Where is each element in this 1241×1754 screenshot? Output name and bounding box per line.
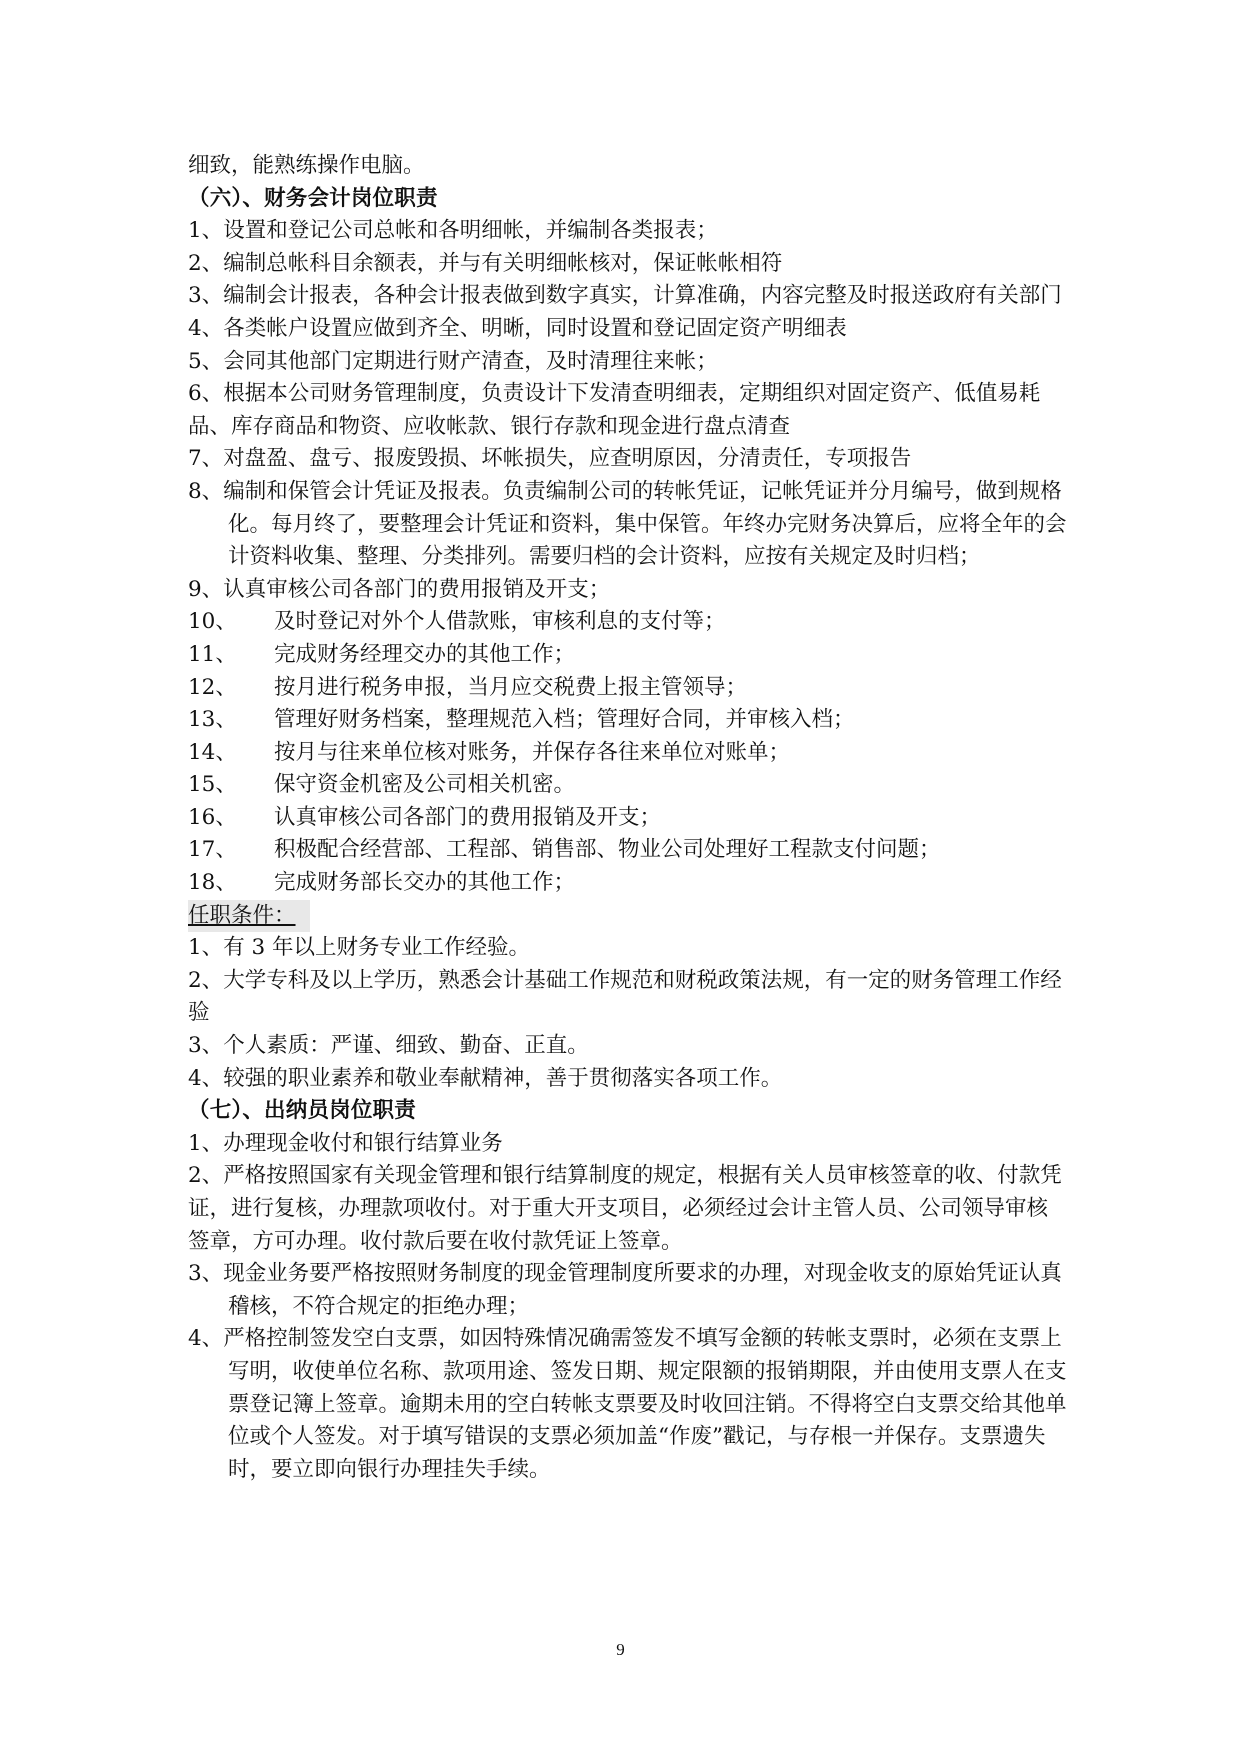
- item-text: 及时登记对外个人借款账，审核利息的支付等；: [274, 609, 726, 635]
- item-number: 3、: [188, 1033, 224, 1059]
- item-text: 完成财务经理交办的其他工作；: [274, 641, 576, 667]
- item-text: 大学专科及以上学历，熟悉会计基础工作规范和财税政策法规，有一定的财务管理工作经验: [188, 967, 1062, 1026]
- item-number: 12、: [188, 674, 237, 700]
- list-item: [188, 737, 1068, 770]
- list-item: [188, 704, 1068, 737]
- list-item: [188, 802, 1068, 835]
- document-body: [188, 150, 1068, 1486]
- item-number: 11、: [188, 641, 237, 667]
- item-number: 1、: [188, 935, 224, 961]
- list-item: [188, 280, 1068, 313]
- list-item: [188, 1258, 1068, 1323]
- list-item: [188, 248, 1068, 281]
- item-text: 编制会计报表，各种会计报表做到数字真实，计算准确，内容完整及时报送政府有关部门: [223, 283, 1062, 309]
- item-text: 严格控制签发空白支票，如因特殊情况确需签发不填写金额的转帐支票时，必须在支票上写明，收使单位名称、款项用途、签发日期、规定限额的报销期限，并由使用支票人在支票登记簿上签章。逾期未用的空白转帐支票要及时收回注销。不得将空白支票交给其他单位或个人签发。对于填写错误的支票必须加盖“作废”戳记，与存根一并保存。支票遗失时，要立即向银行办理挂失手续。: [223, 1326, 1067, 1482]
- item-text: 认真审核公司各部门的费用报销及开支；: [274, 804, 662, 830]
- item-number: 8、: [188, 478, 224, 504]
- item-number: 14、: [188, 739, 237, 765]
- requirements-label: 任职条件：: [188, 900, 310, 933]
- item-text: 完成财务部长交办的其他工作；: [274, 870, 576, 896]
- list-item: [188, 672, 1068, 705]
- item-number: 15、: [188, 772, 237, 798]
- item-text: 严格按照国家有关现金管理和银行结算制度的规定，根据有关人员审核签章的收、付款凭证，进行复核，办理款项收付。对于重大开支项目，必须经过会计主管人员、公司领导审核签章，方可办理。收付款后要在收付款凭证上签章。: [188, 1163, 1062, 1254]
- section-6-title: （六）、财务会计岗位职责: [188, 185, 438, 211]
- list-item: [188, 443, 1068, 476]
- section-7-title: （七）、出纳员岗位职责: [188, 1098, 416, 1124]
- item-text: 根据本公司财务管理制度，负责设计下发清查明细表，定期组织对固定资产、低值易耗品、库存商品和物资、应收帐款、银行存款和现金进行盘点清查: [188, 381, 1041, 439]
- requirements-heading: [188, 900, 1068, 933]
- item-number: 9、: [188, 576, 224, 602]
- item-text: 现金业务要严格按照财务制度的现金管理制度所要求的办理，对现金收支的原始凭证认真稽核，不符合规定的拒绝办理；: [223, 1261, 1062, 1319]
- list-item: [188, 606, 1068, 639]
- item-number: 5、: [188, 348, 224, 374]
- item-number: 4、: [188, 1065, 224, 1091]
- item-text: 积极配合经营部、工程部、销售部、物业公司处理好工程款支付问题；: [274, 837, 941, 863]
- list-item: [188, 834, 1068, 867]
- item-text: 按月进行税务申报，当月应交税费上报主管领导；: [274, 674, 748, 700]
- item-text: 设置和登记公司总帐和各明细帐，并编制各类报表；: [223, 218, 718, 244]
- item-number: 10、: [188, 609, 237, 635]
- item-text: 各类帐户设置应做到齐全、明晰，同时设置和登记固定资产明细表: [223, 315, 847, 341]
- item-number: 3、: [188, 283, 224, 309]
- item-number: 6、: [188, 381, 224, 407]
- item-text: 编制总帐科目余额表，并与有关明细帐核对，保证帐帐相符: [223, 250, 783, 276]
- item-number: 1、: [188, 1130, 224, 1156]
- list-item: [188, 346, 1068, 379]
- list-item: [188, 215, 1068, 248]
- intro-line: 细致，能熟练操作电脑。: [188, 153, 425, 178]
- list-item: [188, 1063, 1068, 1096]
- item-text: 保守资金机密及公司相关机密。: [274, 772, 576, 798]
- item-text: 会同其他部门定期进行财产清查，及时清理往来帐；: [223, 348, 718, 374]
- item-text: 认真审核公司各部门的费用报销及开支；: [223, 576, 611, 602]
- item-number: 2、: [188, 967, 224, 993]
- list-item: [188, 932, 1068, 965]
- list-item: [188, 965, 1068, 1030]
- item-number: 18、: [188, 870, 237, 896]
- page-number: 9: [616, 1640, 625, 1659]
- list-item: [188, 1160, 1068, 1258]
- item-text: 个人素质：严谨、细致、勤奋、正直。: [223, 1033, 589, 1059]
- item-text: 管理好财务档案，整理规范入档；管理好合同，并审核入档；: [274, 707, 855, 733]
- list-item: [188, 867, 1068, 900]
- item-number: 13、: [188, 707, 237, 733]
- item-number: 17、: [188, 837, 237, 863]
- item-text: 按月与往来单位核对账务，并保存各往来单位对账单；: [274, 739, 791, 765]
- item-number: 3、: [188, 1261, 224, 1287]
- item-number: 1、: [188, 218, 224, 244]
- item-text: 较强的职业素养和敬业奉献精神，善于贯彻落实各项工作。: [223, 1065, 783, 1091]
- item-number: 7、: [188, 446, 224, 472]
- list-item: [188, 574, 1068, 607]
- list-item: [188, 1030, 1068, 1063]
- list-item: [188, 639, 1068, 672]
- item-text: 有 3 年以上财务专业工作经验。: [223, 935, 531, 961]
- item-number: 16、: [188, 804, 237, 830]
- item-number: 4、: [188, 1326, 224, 1352]
- item-text: 办理现金收付和银行结算业务: [223, 1130, 503, 1156]
- list-item: [188, 476, 1068, 574]
- item-text: 编制和保管会计凭证及报表。负责编制公司的转帐凭证，记帐凭证并分月编号，做到规格化。每月终了，要整理会计凭证和资料，集中保管。年终办完财务决算后，应将全年的会计资料收集、整理、分类排列。需要归档的会计资料，应按有关规定及时归档；: [223, 478, 1067, 570]
- item-number: 4、: [188, 315, 224, 341]
- list-item: [188, 1323, 1068, 1486]
- list-item: [188, 769, 1068, 802]
- item-number: 2、: [188, 1163, 224, 1189]
- item-number: 2、: [188, 250, 224, 276]
- item-text: 对盘盈、盘亏、报废毁损、坏帐损失，应查明原因，分清责任，专项报告: [223, 446, 912, 472]
- list-item: [188, 313, 1068, 346]
- list-item: [188, 1128, 1068, 1161]
- list-item: [188, 378, 1068, 443]
